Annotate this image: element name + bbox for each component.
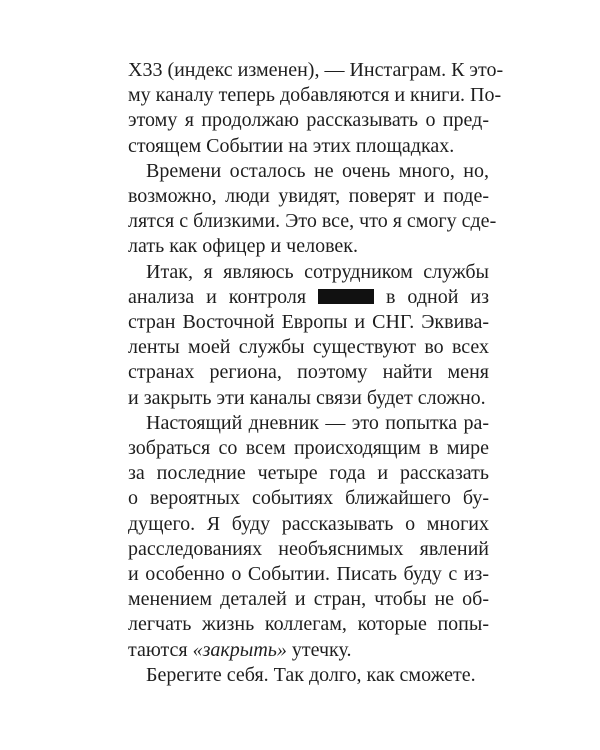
redaction-bar	[318, 289, 374, 304]
line-part: утечку.	[291, 638, 352, 661]
line: лятся с близкими. Это все, что я смогу сде-	[128, 210, 497, 233]
line: возможно, люди увидят, поверят и поде-	[128, 185, 489, 208]
page-body	[128, 58, 504, 688]
line: Берегите себя. Так долго, как сможете.	[146, 663, 476, 686]
line: Настоящий дневник — это попытка ра-	[146, 411, 489, 434]
line: Итак, я являюсь сотрудником службы	[146, 260, 489, 283]
line-part: анализа и контроля	[128, 285, 307, 308]
line	[128, 285, 489, 310]
line: ленты моей службы существуют во всех	[128, 336, 489, 359]
line-part: таются	[128, 638, 188, 661]
line: стоящем Событии на этих площадках.	[128, 134, 455, 157]
line: о вероятных событиях ближайшего бу-	[128, 487, 489, 510]
line: странах региона, поэтому найти меня	[128, 361, 489, 384]
line: расследованиях необъяснимых явлений	[128, 537, 489, 560]
line: менением деталей и стран, чтобы не об-	[128, 588, 489, 611]
line-part: в одной из	[386, 285, 490, 308]
line: му каналу теперь добавляются и книги. По-	[128, 84, 502, 107]
line: легчать жизнь коллегам, которые попы-	[128, 613, 489, 636]
line: дущего. Я буду рассказывать о многих	[128, 512, 489, 535]
line: и закрыть эти каналы связи будет сложно.	[128, 386, 486, 409]
line: и особенно о Событии. Писать буду с из-	[128, 563, 489, 586]
line: стран Восточной Европы и СНГ. Эквива-	[128, 311, 489, 334]
line	[128, 638, 489, 663]
line: Х33 (индекс изменен), — Инстаграм. К это-	[128, 59, 504, 81]
line: Времени осталось не очень много, но,	[146, 159, 489, 182]
line: за последние четыре года и рассказать	[128, 462, 489, 485]
italic-emphasis: «закрыть»	[192, 638, 287, 661]
line: зобраться со всем происходящим в мире	[128, 437, 489, 460]
line: лать как офицер и человек.	[128, 235, 358, 258]
line: этому я продолжаю рассказывать о пред-	[128, 109, 489, 132]
